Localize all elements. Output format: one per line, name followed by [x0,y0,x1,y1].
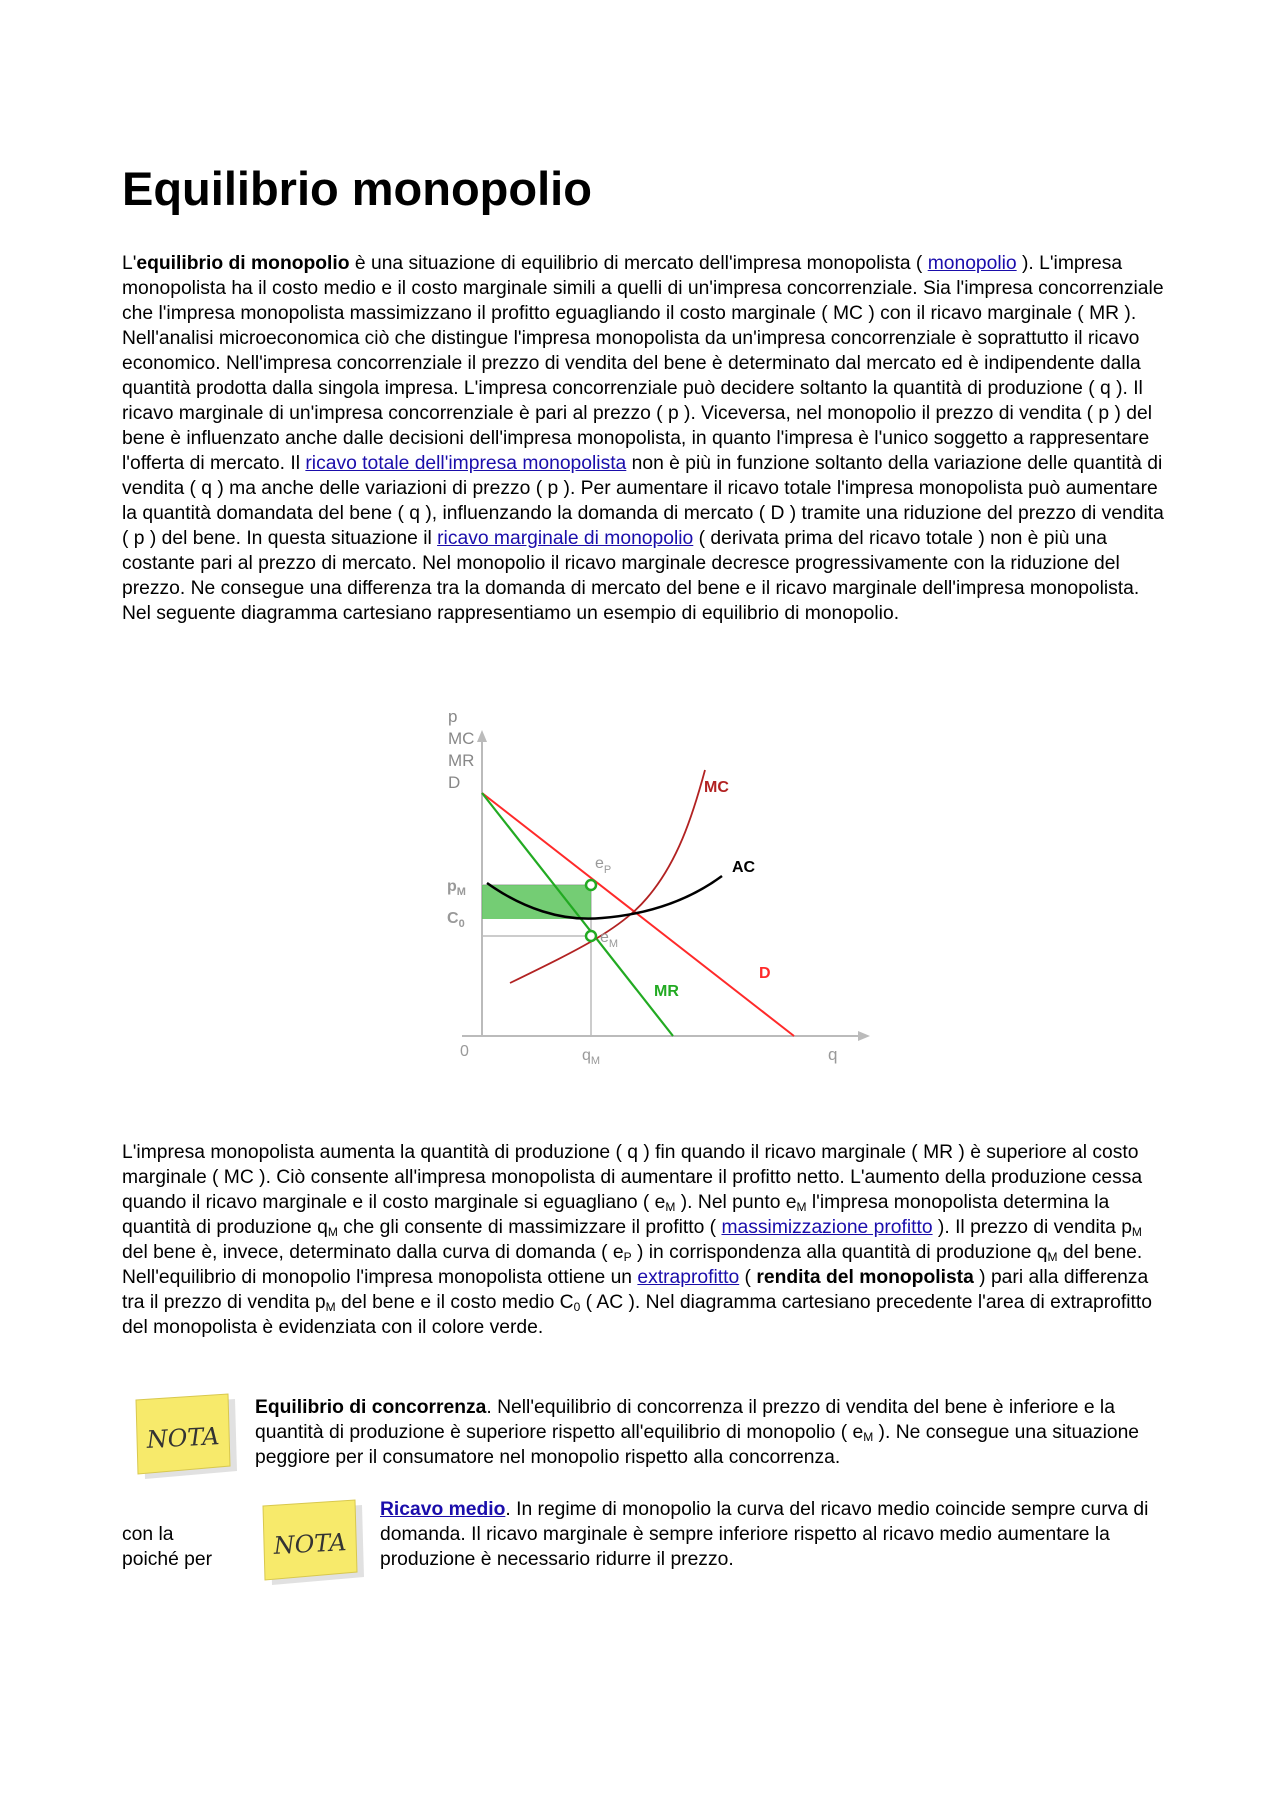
link-extraprofitto[interactable]: extraprofitto [637,1267,740,1288]
intro-text: ( derivata prima del ricavo totale ) non è più una costante pari al prezzo di mercato. Nel monopolio il ricavo marginale decresce progressivamente con la riduzione del prezzo. Ne consegue una differenza tra la domanda di mercato del bene e il ricavo marginale dell'impresa monopolista. Nel seguente diagramma cartesiano rappresentiamo un esempio di equilibrio di monopolio. [122,528,1140,624]
subscript: M [1047,1250,1058,1264]
subscript: M [665,1200,676,1214]
y-axis-label [448,708,474,792]
subscript: M [863,1430,874,1444]
body-text: L'impresa monopolista aumenta la quantità di produzione ( q ) fin quando il ricavo marginale ( MR ) è superiore al costo marginale ( MC ). Ciò consente all'impresa monopolista di aumentare il profitto netto. L'aumento della produzione cessa quando il ricavo marginale e il costo marginale si eguagliano ( e [122,1142,1143,1213]
y-tick-pm: $p_M$ [447,878,466,898]
sticky-note-label: NOTA [146,1422,221,1454]
y-axis-label-line: MR [448,751,475,770]
body-text: ). Il prezzo di vendita p [932,1217,1132,1238]
x-axis-label: q [828,1045,838,1064]
note-text: . Nell'equilibrio di concorrenza il prezzo di vendita del bene è inferiore e la quantità di produzione è superiore rispetto all'equilibrio di monopolio ( e [255,1397,1115,1443]
body-text: ) in corrispondenza alla quantità di produzione q [631,1242,1048,1263]
y-axis-arrow [477,730,487,742]
body-text: del bene e il costo medio C [335,1292,574,1313]
note-heading: Equilibrio di concorrenza [255,1397,487,1418]
intro-paragraph [122,251,1172,626]
subscript: P [623,1250,632,1264]
intro-bold-term: equilibrio di monopolio [136,253,350,274]
link-ricavo-totale[interactable]: ricavo totale dell'impresa monopolista [305,453,627,474]
em-label: $e_M$ [600,929,619,950]
body-text: ( AC ). Nel diagramma cartesiano precedente l'area di extraprofitto del monopolista è evidenziata con il colore verde. [122,1292,1152,1338]
link-ricavo-medio[interactable]: Ricavo medio [380,1499,506,1520]
x-tick-qm: $q_M$ [582,1047,601,1067]
body-text: del bene è, invece, determinato dalla curva di domanda ( e [122,1242,624,1263]
series-label-mr: MR [654,983,679,1000]
body-text: del bene. Nell'equilibrio di monopolio l'impresa monopolista ottiene un [122,1242,1143,1288]
y-axis-label-line: MC [448,729,475,748]
x-axis-arrow [858,1031,870,1041]
y-axis-label-line: D [448,773,461,792]
series-label-d: D [759,965,771,982]
sticky-note-label: NOTA [273,1528,348,1560]
subscript: M [1131,1225,1142,1239]
equilibrium-point-em [586,931,596,941]
body-text: che gli consente di massimizzare il profitto ( [337,1217,722,1238]
origin-label: 0 [460,1043,469,1060]
subscript: M [796,1200,807,1214]
body-text: ) pari alla differenza tra il prezzo di vendita p [122,1267,1149,1313]
subscript: M [325,1300,336,1314]
subscript: 0 [573,1300,581,1314]
intro-text: ). L'impresa monopolista ha il costo medio e il costo marginale simili a quelli di un'impresa concorrenziale. Sia l'impresa concorrenziale che l'impresa monopolista massimizzano il profitto eguagliando il costo marginale ( MC ) con il ricavo marginale ( MR ). Nell'analisi microeconomica ciò che distingue l'impresa monopolista da un'impresa concorrenziale è soprattutto il ricavo economico. Nell'impresa concorrenziale il prezzo di vendita del bene è determinato dal mercato ed è indipendente dalla quantità prodotta dalla singola impresa. L'impresa concorrenziale può decidere soltanto la quantità di produzione ( q ). Il ricavo marginale di un'impresa concorrenziale è pari al prezzo ( p ). Viceversa, nel monopolio il prezzo di vendita ( p ) del bene è influenzato anche dalle decisioni dell'impresa monopolista, in quanto l'impresa è l'unico soggetto a rappresentare l'offerta di mercato. Il [122,253,1164,474]
sticky-note-icon [128,1392,238,1480]
monopoly-equilibrium-chart [392,708,972,1088]
side-text-line: con la [122,1524,174,1545]
note-text: . In regime di monopolio la curva del ricavo medio coincide sempre curva di domanda. Il ricavo marginale è sempre inferiore rispetto al ricavo medio aumentare la produzione è necessario ridurre il prezzo. [380,1499,1149,1570]
link-massimizzazione-profitto[interactable]: massimizzazione profitto [721,1217,933,1238]
intro-text: non è più in funzione soltanto della variazione delle quantità di vendita ( q ) ma anche delle variazioni di prezzo ( p ). Per aumentare il ricavo totale l'impresa monopolista può aumentare la quantità domandata del bene ( q ), influenzando la domanda di mercato ( D ) tramite una riduzione del prezzo di vendita ( p ) del bene. In questa situazione il [122,453,1164,549]
explanation-paragraph [122,1140,1172,1340]
link-monopolio[interactable]: monopolio [927,253,1017,274]
equilibrium-point-ep [586,880,596,890]
note-text: ). Ne consegue una situazione peggiore per il consumatore nel monopolio rispetto alla concorrenza. [255,1422,1140,1468]
series-label-mc: MC [704,779,729,796]
page-title: Equilibrio monopolio [122,162,592,215]
intro-text: è una situazione di equilibrio di mercato dell'impresa monopolista ( [349,253,928,274]
link-ricavo-marginale[interactable]: ricavo marginale di monopolio [437,528,694,549]
body-text: l'impresa monopolista determina la quantità di produzione q [122,1192,1110,1238]
bold-term: rendita del monopolista [756,1267,974,1288]
y-axis-label-line: p [448,708,458,726]
y-tick-c0: $C_0$ [447,910,465,930]
ep-label: $e_P$ [595,855,612,876]
intro-text: L' [122,253,137,274]
sticky-note-icon [255,1498,365,1586]
subscript: M [327,1225,338,1239]
series-label-ac: AC [732,859,756,876]
body-text: ). Nel punto e [675,1192,797,1213]
side-text-line: poiché per [122,1549,213,1570]
note-equilibrio-concorrenza [255,1395,1175,1470]
note-ricavo-medio [380,1497,1180,1572]
note2-side-text [122,1522,232,1572]
body-text: ( [739,1267,757,1288]
